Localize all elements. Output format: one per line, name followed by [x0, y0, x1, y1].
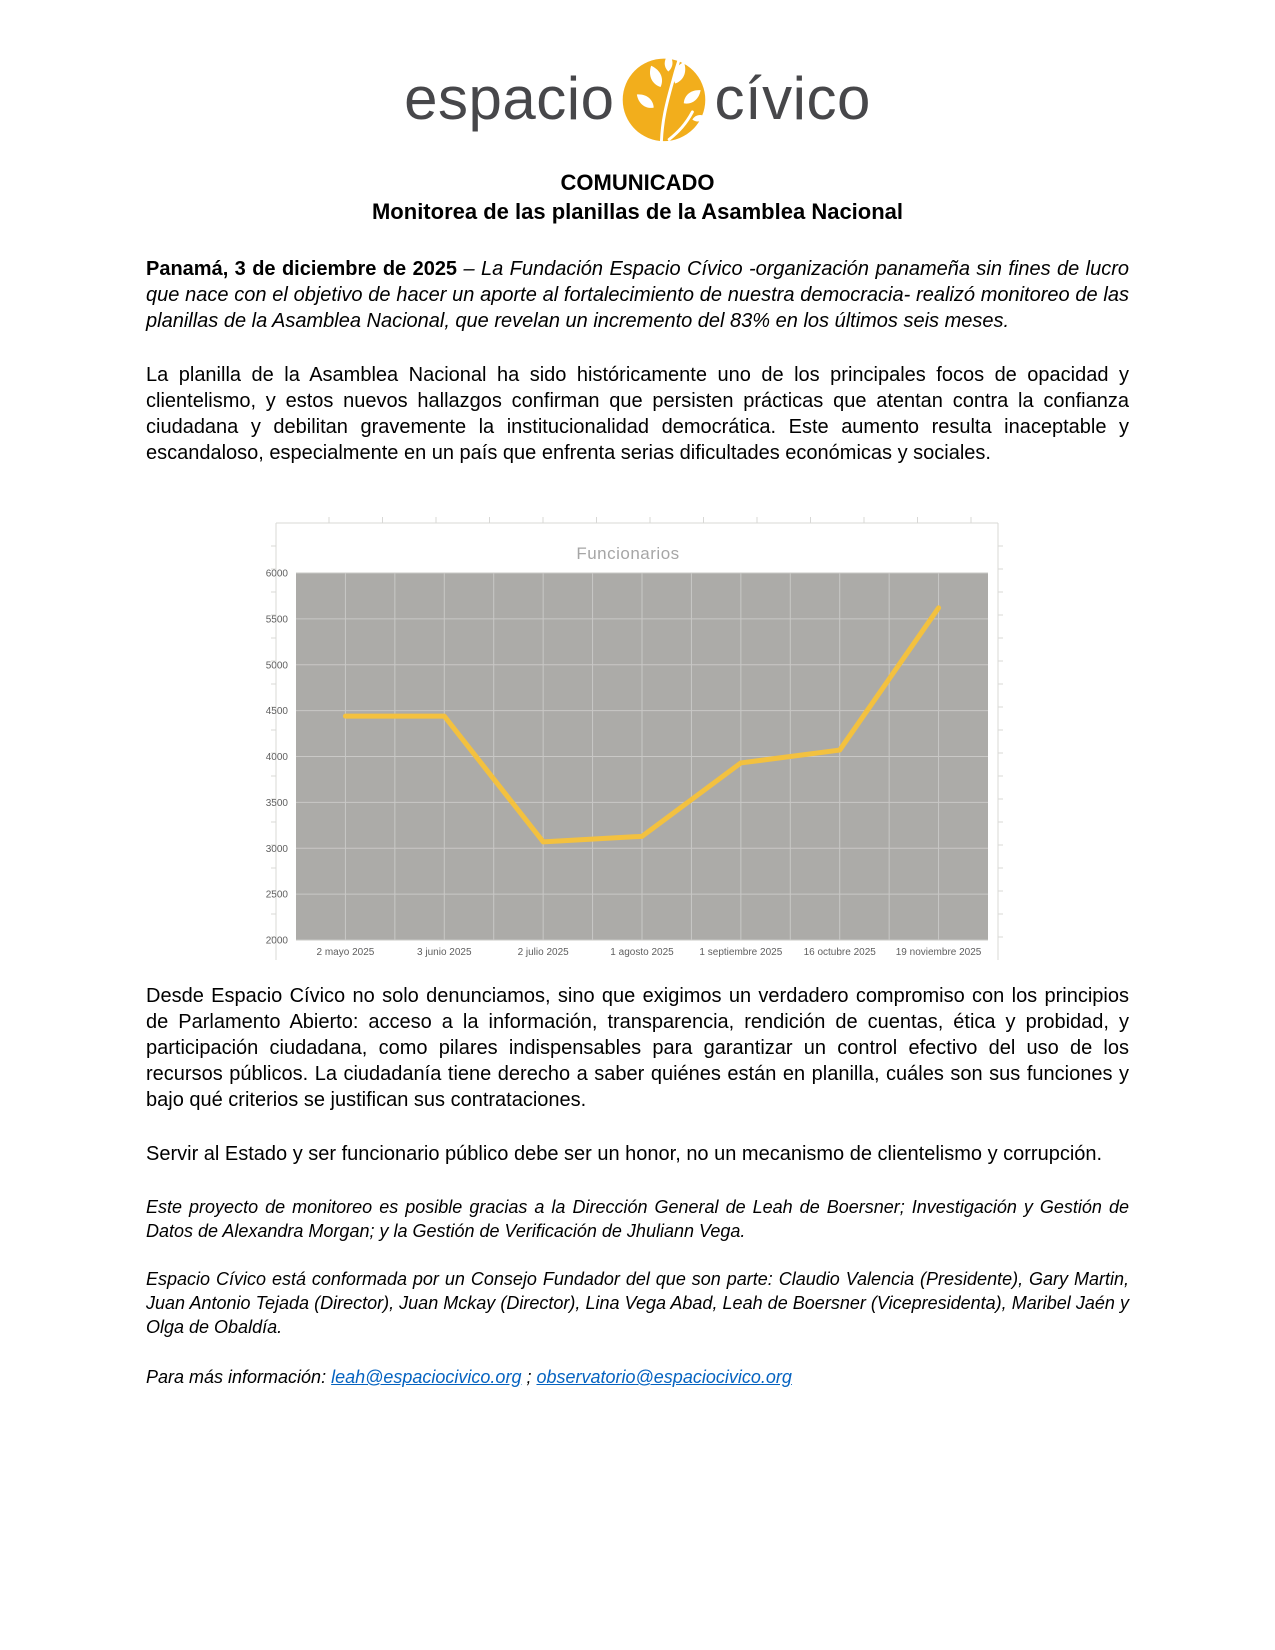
intro-paragraph [146, 256, 1129, 334]
svg-text:3500: 3500 [265, 797, 288, 809]
svg-text:1 septiembre 2025: 1 septiembre 2025 [699, 947, 783, 958]
svg-text:1 agosto 2025: 1 agosto 2025 [610, 947, 674, 958]
intro-dash: – [457, 258, 481, 280]
paragraph-planilla: La planilla de la Asamblea Nacional ha sido históricamente uno de los principales focos de opacidad y clientelismo, y estos nuevos hallazgos confirman que persisten prácticas que atentan contra la confianza ciudadana y debilitan gravemente la institucionalidad democrática. Este aumento resulta inaceptable y escandaloso, especialmente en un país que enfrenta serias dificultades económicas y sociales. [146, 364, 1129, 464]
logo-word-civico: cívico [714, 65, 871, 132]
funcionarios-chart-svg [258, 502, 1004, 967]
svg-text:2000: 2000 [265, 935, 288, 947]
chart-plot-area [296, 573, 988, 940]
svg-text:19 noviembre 2025: 19 noviembre 2025 [895, 947, 982, 958]
chart-y-axis-labels [266, 569, 289, 947]
svg-text:2 mayo 2025: 2 mayo 2025 [316, 947, 375, 958]
credits-paragraph: Este proyecto de monitoreo es posible gracias a la Dirección General de Leah de Boersner; Investigación y Gestión de Datos de Alexandra Morgan; y la Gestión de Verificación de Jhuliann Vega. [146, 1197, 1129, 1241]
svg-text:4500: 4500 [265, 706, 288, 718]
paragraph-servir-al-estado: Servir al Estado y ser funcionario público debe ser un honor, no un mecanismo de clientelismo y corrupción. [146, 1143, 1103, 1165]
logo-plant-icon [621, 56, 707, 142]
council-paragraph: Espacio Cívico está conformada por un Consejo Fundador del que son parte: Claudio Valencia (Presidente), Gary Martin, Juan Antonio Tejada (Director), Juan Mckay (Director), Lina Vega Abad, Leah de Boersner (Vicepresidenta), Maribel Jaén y Olga de Obaldía. [146, 1269, 1129, 1337]
svg-text:2 julio 2025: 2 julio 2025 [517, 947, 569, 958]
logo-word-espacio: espacio [404, 65, 615, 132]
paragraph-parlamento-abierto: Desde Espacio Cívico no solo denunciamos, sino que exigimos un verdadero compromiso con los principios de Parlamento Abierto: acceso a la información, transparencia, rendición de cuentas, ética y probidad, y participación ciudadana, como pilares indispensables para garantizar un control efectivo del uso de los recursos públicos. La ciudadanía tiene derecho a saber quiénes están en planilla, cuáles son sus funciones y bajo qué criterios se justifican sus contrataciones. [146, 985, 1129, 1111]
svg-text:3000: 3000 [265, 843, 288, 855]
contact-label: Para más información: [146, 1367, 332, 1387]
svg-text:4000: 4000 [265, 752, 288, 763]
funcionarios-chart [258, 502, 1004, 967]
svg-text:2500: 2500 [265, 889, 288, 901]
chart-x-axis-labels [317, 947, 982, 958]
svg-text:3 junio 2025: 3 junio 2025 [417, 947, 472, 958]
contact-separator: ; [521, 1367, 537, 1387]
intro-dateline: Panamá, 3 de diciembre de 2025 [146, 258, 458, 280]
chart-title: Funcionarios [576, 544, 680, 563]
contact-paragraph [146, 1365, 1129, 1389]
logo [146, 56, 1129, 142]
svg-text:16 octubre 2025: 16 octubre 2025 [803, 947, 876, 958]
email-link-observatorio[interactable]: observatorio@espaciocivico.org [536, 1367, 792, 1387]
title-comunicado: COMUNICADO [560, 170, 715, 195]
svg-text:6000: 6000 [265, 568, 288, 580]
intro-italic-text: La Fundación Espacio Cívico -organización panameña sin fines de lucro que nace con el objetivo de hacer un aporte al fortalecimiento de nuestra democracia- realizó monitoreo de las planillas de la Asamblea Nacional, que revelan un incremento del 83% en los últimos seis meses. [146, 258, 1129, 332]
email-link-leah[interactable]: leah@espaciocivico.org [331, 1367, 522, 1387]
title-subtitle: Monitorea de las planillas de la Asamblea Nacional [371, 199, 904, 224]
document-title-block [146, 168, 1129, 226]
svg-text:5500: 5500 [265, 614, 288, 626]
svg-text:5000: 5000 [265, 660, 288, 672]
